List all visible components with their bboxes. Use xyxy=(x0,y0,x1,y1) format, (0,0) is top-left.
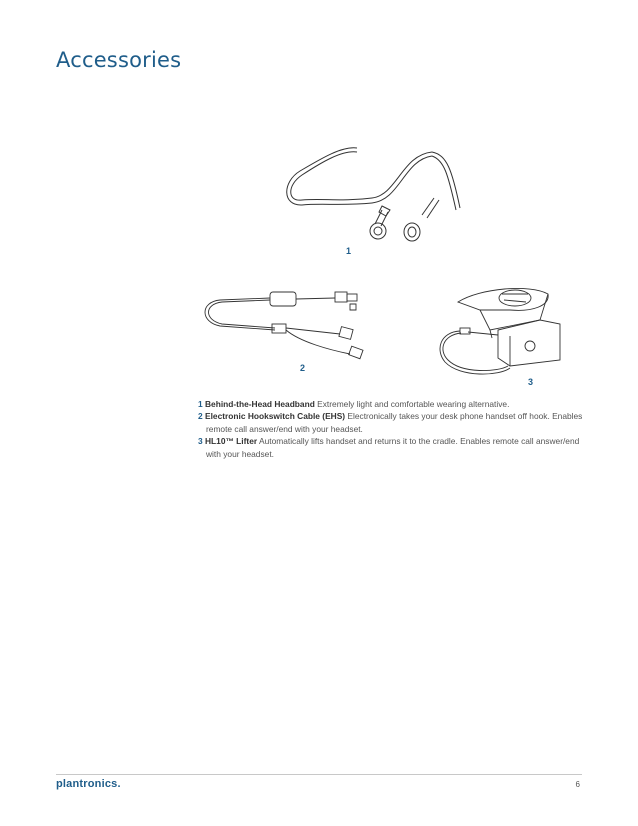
accessory-list xyxy=(198,398,588,460)
list-item xyxy=(198,435,588,460)
item-number: 1 xyxy=(198,399,203,409)
headband-illustration xyxy=(282,140,472,250)
item-name: Behind-the-Head Headband xyxy=(205,399,315,409)
footer-divider xyxy=(56,774,582,775)
ehs-cable-illustration xyxy=(200,282,380,372)
hl10-lifter-illustration xyxy=(420,280,570,380)
item-number: 3 xyxy=(198,436,203,447)
page-number: 6 xyxy=(575,780,580,789)
item-description: Extremely light and comfortable wearing alternative. xyxy=(317,399,510,409)
item-number: 2 xyxy=(198,411,203,422)
brand-logo: plantronics. xyxy=(56,778,121,790)
item-description: Automatically lifts handset and returns it to the cradle. Enables remote call answer/end with your headset. xyxy=(206,436,580,459)
list-item xyxy=(198,410,588,435)
figure-label-2: 2 xyxy=(300,363,306,373)
figure-label-1: 1 xyxy=(346,246,352,256)
item-description: Electronically takes your desk phone handset off hook. Enables remote call answer/end with your headset. xyxy=(206,411,583,434)
item-name: Electronic Hookswitch Cable (EHS) xyxy=(205,411,346,422)
item-name: HL10™ Lifter xyxy=(205,436,258,447)
page-title: Accessories xyxy=(56,48,182,72)
list-item xyxy=(198,398,588,410)
figure-label-3: 3 xyxy=(528,377,534,387)
